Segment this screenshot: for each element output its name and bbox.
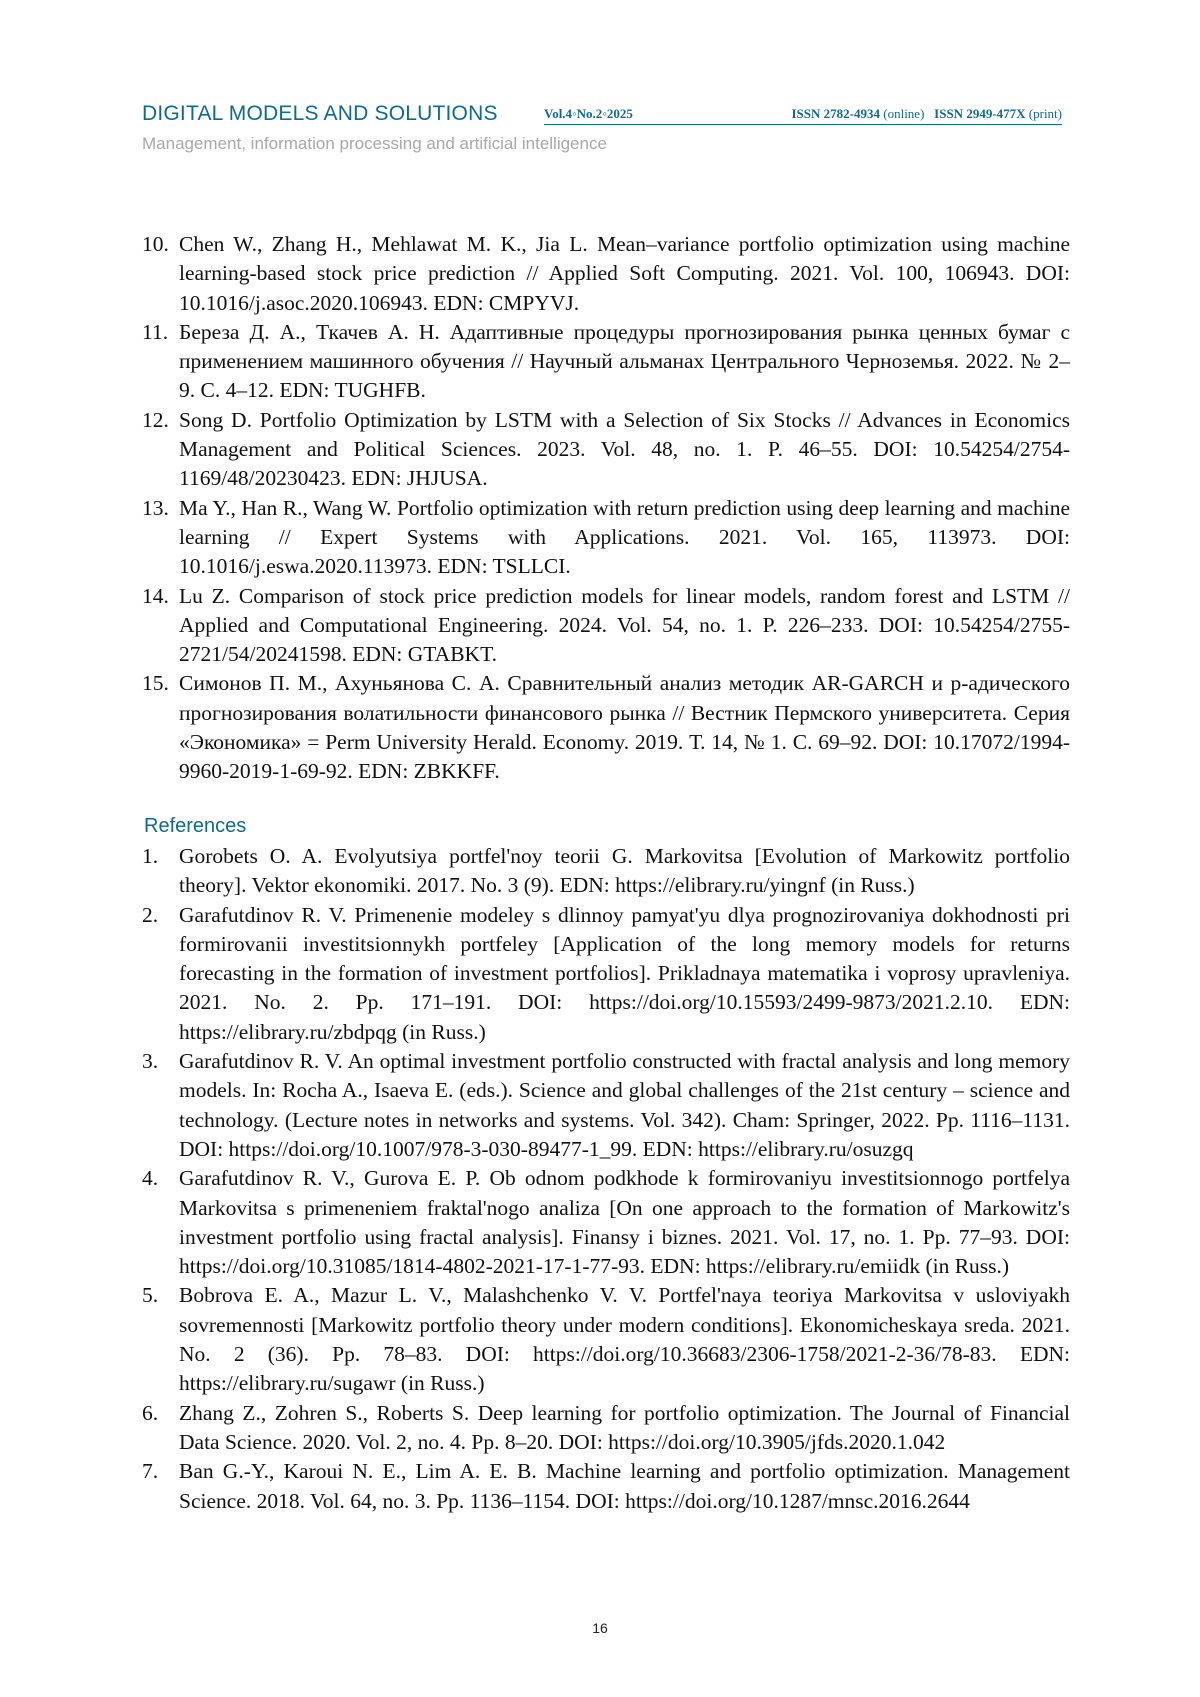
reference-item (142, 669, 1070, 786)
reference-item (142, 406, 1070, 494)
reference-item (142, 1457, 1070, 1516)
reference-number: 4. (142, 1164, 158, 1193)
reference-number: 6. (142, 1399, 158, 1428)
reference-item (142, 901, 1070, 1047)
reference-item (142, 1281, 1070, 1398)
reference-text: Zhang Z., Zohren S., Roberts S. Deep learning for portfolio optimization. The Journal of Financial Data Science. 2020. Vol. 2, no. 4. Pp. 8–20. DOI: https://doi.org/10.3905/jfds.2020.1.042 (179, 1401, 1070, 1454)
reference-item (142, 230, 1070, 318)
journal-subtitle: Management, information processing and artificial intelligence (142, 134, 607, 154)
reference-text: Ma Y., Han R., Wang W. Portfolio optimization with return prediction using deep learning and machine learning // Expert Systems with Applications. 2021. Vol. 165, 113973. DOI: 10.1016/j.eswa.2020.113973. EDN: TSLLCI. (179, 496, 1070, 579)
reference-text: Bobrova E. A., Mazur L. V., Malashchenko V. V. Portfel'naya teoriya Markovitsa v usloviyakh sovremennosti [Markowitz portfolio theory under modern conditions]. Ekonomicheskaya sreda. 2021. No. 2 (36). Pp. 78–83. DOI: https://doi.org/10.36683/2306-1758/2021-2-36/78-83. EDN: https://elibrary.ru/sugawr (in Russ.) (179, 1283, 1070, 1395)
issn-print-label: (print) (1029, 106, 1062, 121)
reference-number: 3. (142, 1047, 158, 1076)
issue-year: 2025 (607, 106, 633, 121)
issue-vol: Vol.4 (544, 106, 572, 121)
reference-number: 13. (142, 494, 169, 523)
reference-text: Garafutdinov R. V. An optimal investment portfolio constructed with fractal analysis and long memory models. In: Rocha A., Isaeva E. (eds.). Science and global challenges of the 21st century – science and technology. (Lecture notes in networks and systems. Vol. 342). Cham: Springer, 2022. Pp. 1116–1131. DOI: https://doi.org/10.1007/978-3-030-89477-1_99. EDN: https://elibrary.ru/osuzgq (179, 1049, 1070, 1161)
reference-text: Garafutdinov R. V., Gurova E. P. Ob odnom podkhode k formirovaniyu investitsionnogo portfelya Markovitsa s primeneniem fraktal'nogo analiza [On one approach to the formation of Markowitz's investment portfolio using fractal analysis]. Finansy i biznes. 2021. Vol. 17, no. 1. Pp. 77–93. DOI: https://doi.org/10.31085/1814-4802-2021-17-1-77-93. EDN: https://elibrary.ru/emiidk (in Russ.) (179, 1166, 1070, 1278)
reference-text: Chen W., Zhang H., Mehlawat M. K., Jia L. Mean–variance portfolio optimization using machine learning-based stock price prediction // Applied Soft Computing. 2021. Vol. 100, 106943. DOI: 10.1016/j.asoc.2020.106943. EDN: CMPYVJ. (179, 232, 1070, 315)
reference-number: 15. (142, 669, 169, 698)
reference-number: 12. (142, 406, 169, 435)
reference-item (142, 318, 1070, 406)
issue-separator: ◦ (602, 106, 607, 121)
issn-print: ISSN 2949-477X (934, 106, 1025, 121)
references-heading: References (144, 815, 246, 838)
reference-number: 1. (142, 842, 158, 871)
reference-number: 11. (142, 318, 168, 347)
reference-text: Song D. Portfolio Optimization by LSTM with a Selection of Six Stocks // Advances in Economics Management and Political Sciences. 2023. Vol. 48, no. 1. P. 46–55. DOI: 10.54254/2754-1169/48/20230423. EDN: JHJUSA. (179, 408, 1070, 491)
issue-no: No.2 (577, 106, 603, 121)
reference-number: 2. (142, 901, 158, 930)
reference-item (142, 1047, 1070, 1164)
reference-number: 10. (142, 230, 169, 259)
reference-number: 14. (142, 582, 169, 611)
reference-text: Garafutdinov R. V. Primenenie modeley s dlinnoy pamyat'yu dlya prognozirovaniya dokhodnosti pri formirovanii investitsionnykh portfeley [Application of the long memory models for returns forecasting in the formation of investment portfolios]. Prikladnaya matematika i voprosy upravleniya. 2021. No. 2. Pp. 171–191. DOI: https://doi.org/10.15593/2499-9873/2021.2.10. EDN: https://elibrary.ru/zbdpqg (in Russ.) (179, 903, 1070, 1044)
reference-item (142, 842, 1070, 901)
journal-title: DIGITAL MODELS AND SOLUTIONS (142, 102, 498, 126)
reference-text: Симонов П. М., Ахуньянова С. А. Сравнительный анализ методик AR-GARCH и p-адического прогнозирования волатильности финансового рынка // Вестник Пермского университета. Серия «Экономика» = Perm University Herald. Economy. 2019. Т. 14, № 1. С. 69–92. DOI: 10.17072/1994-9960-2019-1-69-92. EDN: ZBKKFF. (179, 671, 1070, 783)
page-number: 16 (0, 1620, 1200, 1636)
reference-number: 7. (142, 1457, 158, 1486)
reference-item (142, 494, 1070, 582)
reference-item (142, 1399, 1070, 1458)
reference-text: Береза Д. А., Ткачев А. Н. Адаптивные процедуры прогнозирования рынка ценных бумаг с применением машинного обучения // Научный альманах Центрального Черноземья. 2022. № 2–9. С. 4–12. EDN: TUGHFB. (179, 320, 1070, 403)
references-list (142, 842, 1070, 1516)
reference-item (142, 1164, 1070, 1281)
issn-info (792, 106, 1063, 122)
issue-separator: ◦ (572, 106, 577, 121)
issn-online: ISSN 2782-4934 (792, 106, 881, 121)
reference-text: Gorobets O. A. Evolyutsiya portfel'noy teorii G. Markovitsa [Evolution of Markowitz portfolio theory]. Vektor ekonomiki. 2017. No. 3 (9). EDN: https://elibrary.ru/yingnf (in Russ.) (179, 844, 1070, 897)
issue-info (544, 106, 633, 122)
issue-line (544, 106, 1062, 125)
references-continued-list (142, 230, 1070, 787)
reference-text: Lu Z. Comparison of stock price prediction models for linear models, random forest and LSTM // Applied and Computational Engineering. 2024. Vol. 54, no. 1. P. 226–233. DOI: 10.54254/2755-2721/54/20241598. EDN: GTABKT. (179, 584, 1070, 667)
reference-number: 5. (142, 1281, 158, 1310)
reference-item (142, 582, 1070, 670)
reference-text: Ban G.-Y., Karoui N. E., Lim A. E. B. Machine learning and portfolio optimization. Management Science. 2018. Vol. 64, no. 3. Pp. 1136–1154. DOI: https://doi.org/10.1287/mnsc.2016.2644 (179, 1459, 1070, 1512)
issn-online-label: (online) (883, 106, 924, 121)
